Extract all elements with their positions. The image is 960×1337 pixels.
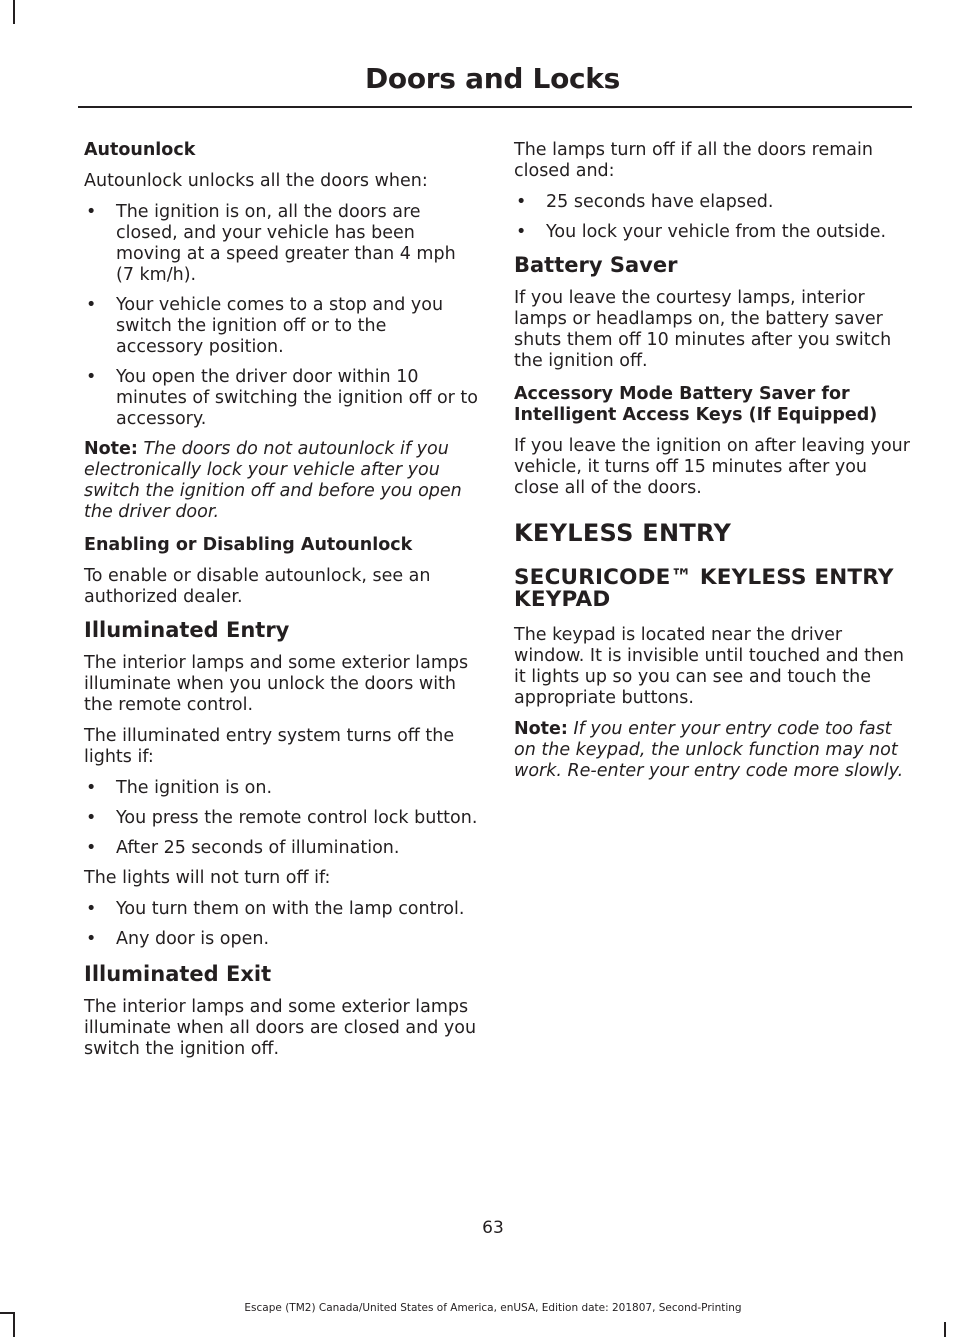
- lamps-off-list: [514, 192, 910, 243]
- list-item: • 25 seconds have elapsed.: [516, 192, 774, 212]
- autounlock-list: [84, 202, 478, 430]
- bullet-dot: •: [86, 295, 97, 315]
- crop-mark-bottom-left-vertical: [13, 1312, 15, 1337]
- battery-saver-heading: Battery Saver: [514, 253, 678, 277]
- bullet-dot: •: [516, 222, 527, 242]
- keyless-entry-heading: KEYLESS ENTRY: [514, 519, 732, 547]
- enable-autounlock-text: To enable or disable autounlock, see an authorized dealer.: [84, 566, 431, 607]
- illuminated-exit-text: The interior lamps and some exterior lamps illuminate when all doors are closed and you switch the ignition off.: [84, 997, 477, 1059]
- bullet-dot: •: [86, 838, 97, 858]
- note-label: Note:: [514, 719, 568, 739]
- illuminated-entry-list: [84, 778, 478, 859]
- autounlock-heading: Autounlock: [84, 140, 196, 160]
- note-keypad: [514, 719, 910, 782]
- securicode-keypad-heading: SECURICODE™ KEYLESS ENTRY KEYPAD: [514, 565, 894, 612]
- bullet-dot: •: [86, 929, 97, 949]
- accessory-mode-text: If you leave the ignition on after leaving your vehicle, it turns off 15 minutes after you close all of the doors.: [514, 436, 910, 498]
- lights-not-off-list: [84, 899, 478, 950]
- lamps-off-intro: The lamps turn off if all the doors remain closed and:: [514, 140, 873, 181]
- right-column: [514, 140, 910, 792]
- battery-saver-text: If you leave the courtesy lamps, interior lamps or headlamps on, the battery saver shuts them off 10 minutes after you switch the ignition off.: [514, 288, 892, 371]
- list-item: • The ignition is on, all the doors are closed, and your vehicle has been moving at a speed greater than 4 mph (7 km/h).: [86, 202, 456, 285]
- bullet-dot: •: [86, 202, 97, 222]
- illuminated-entry-p1: The interior lamps and some exterior lamps illuminate when you unlock the doors with the remote control.: [84, 653, 469, 715]
- note-text: If you enter your entry code too fast on the keypad, the unlock function may not work. Re-enter your entry code more slowly.: [514, 719, 904, 781]
- note-autounlock: [84, 439, 478, 523]
- list-item: • You turn them on with the lamp control.: [86, 899, 465, 919]
- edition-footer: Escape (TM2) Canada/United States of America, enUSA, Edition date: 201807, Second-Printing: [244, 1302, 742, 1314]
- keypad-text: The keypad is located near the driver window. It is invisible until touched and then it lights up so you can see and touch the appropriate buttons.: [514, 625, 904, 708]
- page-header-title: Doors and Locks: [364, 62, 620, 95]
- autounlock-intro: Autounlock unlocks all the doors when:: [84, 171, 428, 191]
- list-item: • You press the remote control lock button.: [86, 808, 478, 828]
- crop-mark-bottom-right: [944, 1322, 946, 1337]
- left-column: [84, 140, 478, 1070]
- illuminated-entry-p2: The illuminated entry system turns off the lights if:: [84, 726, 455, 767]
- list-item: • You lock your vehicle from the outside.: [516, 222, 887, 242]
- note-label: Note:: [84, 439, 138, 459]
- list-item: • Any door is open.: [86, 929, 270, 949]
- crop-mark-top-left: [13, 0, 15, 24]
- page-number: 63: [482, 1218, 504, 1238]
- note-text: The doors do not autounlock if you electronically lock your vehicle after you switch the ignition off and before you open the driver door.: [84, 439, 462, 522]
- bullet-dot: •: [86, 367, 97, 387]
- accessory-mode-heading: Accessory Mode Battery Saver for Intelligent Access Keys (If Equipped): [514, 384, 878, 425]
- lights-not-off-intro: The lights will not turn off if:: [84, 868, 331, 888]
- header-rule: [78, 106, 912, 108]
- enable-autounlock-heading: Enabling or Disabling Autounlock: [84, 535, 413, 555]
- list-item: • The ignition is on.: [86, 778, 273, 798]
- bullet-dot: •: [86, 808, 97, 828]
- list-item: • Your vehicle comes to a stop and you switch the ignition off or to the accessory position.: [86, 295, 444, 357]
- illuminated-exit-heading: Illuminated Exit: [84, 962, 272, 986]
- bullet-dot: •: [86, 899, 97, 919]
- bullet-dot: •: [516, 192, 527, 212]
- list-item: • After 25 seconds of illumination.: [86, 838, 400, 858]
- bullet-dot: •: [86, 778, 97, 798]
- illuminated-entry-heading: Illuminated Entry: [84, 618, 290, 642]
- list-item: • You open the driver door within 10 minutes of switching the ignition off or to accessory.: [86, 367, 478, 429]
